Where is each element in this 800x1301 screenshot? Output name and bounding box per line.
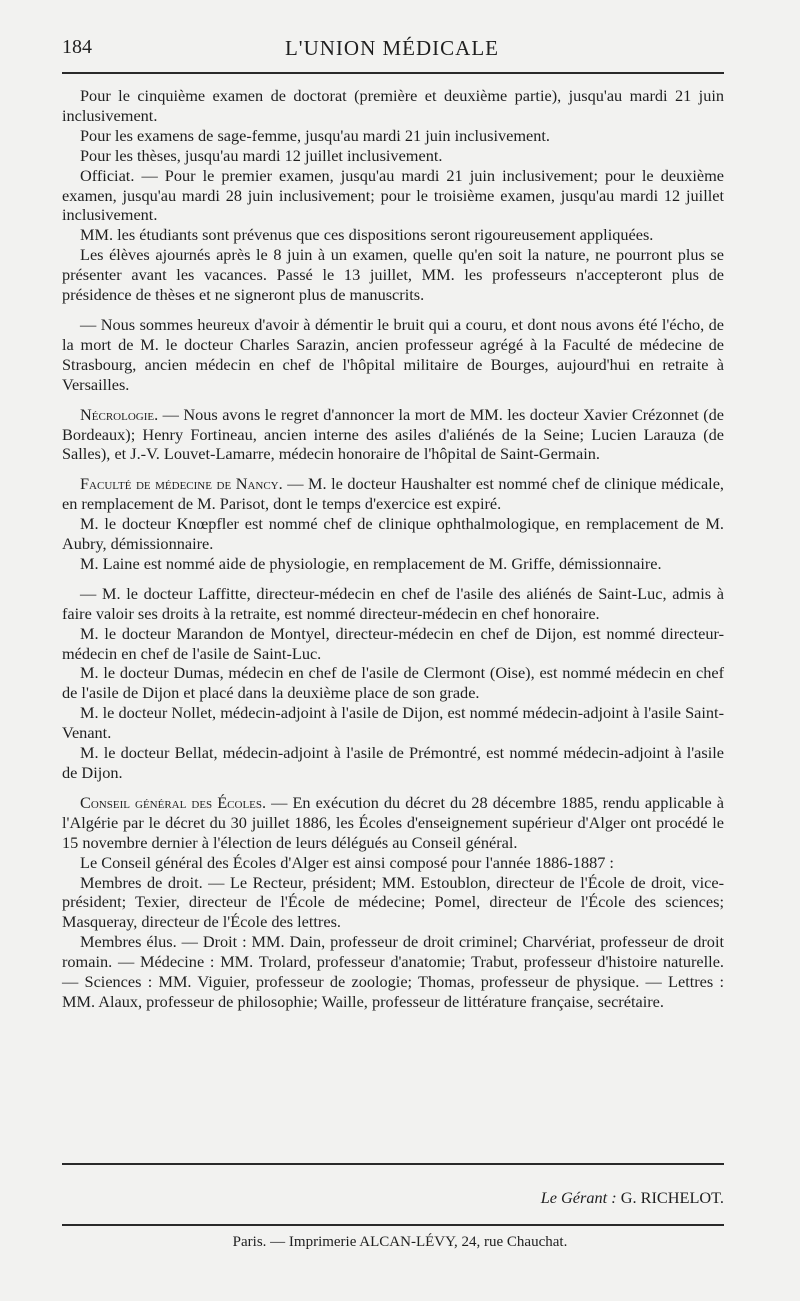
section-lead: Faculté de médecine de Nancy. (80, 474, 283, 494)
paragraph: Officiat. — Pour le premier examen, jusqu'au mardi 21 juin inclusivement; pour le deuxième examen, jusqu'au mardi 28 juin inclusivement; pour le troisième examen, jusqu'au mardi 12 juillet inclusivement. (62, 165, 724, 225)
paragraph: Pour les examens de sage-femme, jusqu'au mardi 21 juin inclusivement. (80, 125, 551, 145)
paragraph: M. le docteur Knœpfler est nommé chef de clinique ophthalmologique, en remplacement de M. Aubry, démissionnaire. (62, 514, 724, 554)
article-body (62, 86, 724, 1012)
paragraph: Les élèves ajournés après le 8 juin à un examen, quelle qu'en soit la nature, ne pourront plus se présenter avant les vacances. Passé le 13 juillet, MM. les professeurs n'accepteront plus de présidence de thèses et ne signeront plus de manuscrits. (62, 245, 724, 305)
necrologie-paragraph (62, 405, 724, 465)
signature-name: G. RICHELOT. (620, 1188, 724, 1207)
paragraph: Le Conseil général des Écoles d'Alger est ainsi composé pour l'année 1886-1887 : (80, 852, 614, 872)
paragraph-text: — Nous avons le regret d'annoncer la mort de MM. les docteur Xavier Crézonnet (de Bordeaux); Henry Fortineau, ancien interne des asiles d'aliénés de la Seine; Lucien Larauza (de Salles), et J.-V. Louvet-Lamarre, médecin honoraire de l'hôpital de Saint-Germain. (62, 404, 724, 464)
paragraph: M. le docteur Dumas, médecin en chef de l'asile de Clermont (Oise), est nommé médecin en chef de l'asile de Dijon et placé dans la deuxième place de son grade. (62, 663, 724, 703)
paragraph: M. le docteur Bellat, médecin-adjoint à l'asile de Prémontré, est nommé médecin-adjoint à l'asile de Dijon. (62, 743, 724, 782)
paragraph: Membres de droit. — Le Recteur, président; MM. Estoublon, directeur de l'École de droit, vice-président; Texier, directeur de l'École de médecine; Pomel, directeur de l'École des sciences; Masqueray, directeur de l'École des lettres. (62, 872, 724, 932)
paragraph: Membres élus. — Droit : MM. Dain, professeur de droit criminel; Charvériat, professeur de droit romain. — Médecine : MM. Trolard, professeur d'anatomie; Trabut, professeur d'histoire naturelle. — Sciences : MM. Viguier, professeur de zoologie; Thomas, professeur de physique. — Lettres : MM. Alaux, professeur de philosophie; Waille, professeur de littérature française, secrétaire. (62, 932, 724, 1011)
imprint-rule (62, 1224, 724, 1226)
header-rule (62, 72, 724, 74)
paragraph: M. le docteur Nollet, médecin-adjoint à l'asile de Dijon, est nommé médecin-adjoint à l'asile Saint-Venant. (62, 703, 724, 743)
paragraph: MM. les étudiants sont prévenus que ces dispositions seront rigoureusement appliquées. (80, 225, 654, 245)
section-lead: Conseil général des Écoles. (80, 792, 267, 812)
paragraph: — Nous sommes heureux d'avoir à démentir le bruit qui a couru, et dont nous avons été l'écho, de la mort de M. le docteur Charles Sarazin, ancien professeur agrégé à la Faculté de médecine de Strasbourg, ancien médecin en chef de l'hôpital militaire de Bourges, aujourd'hui en retraite à Versailles. (62, 314, 724, 394)
paragraph: Pour le cinquième examen de doctorat (première et deuxième partie), jusqu'au mardi 21 juin inclusivement. (62, 86, 724, 125)
paragraph: M. Laine est nommé aide de physiologie, en remplacement de M. Griffe, démissionnaire. (80, 553, 662, 573)
footer-rule (62, 1163, 724, 1165)
paragraph: — M. le docteur Laffitte, directeur-médecin en chef de l'asile des aliénés de Saint-Luc, admis à faire valoir ses droits à la retraite, est nommé directeur-médecin en chef honoraire. (62, 583, 724, 623)
paragraph: Pour les thèses, jusqu'au mardi 12 juillet inclusivement. (80, 145, 443, 165)
signature-label: Le Gérant : (540, 1188, 617, 1207)
running-title: L'UNION MÉDICALE (284, 36, 499, 60)
paragraph-text: — M. le docteur Haushalter est nommé chef de clinique médicale, en remplacement de M. Parisot, dont le temps d'exercice est expiré. (62, 474, 724, 514)
conseil-general-paragraph (62, 793, 724, 853)
section-lead: Nécrologie. (80, 404, 159, 424)
paragraph-text: — En exécution du décret du 28 décembre 1885, rendu applicable à l'Algérie par le décret du 30 juillet 1886, les Écoles d'enseignement supérieur d'Alger ont procédé le 15 novembre dernier à l'élection de leurs délégués au Conseil général. (62, 792, 724, 852)
signature (541, 1188, 724, 1208)
faculte-nancy-paragraph (62, 474, 724, 514)
page-number: 184 (62, 36, 92, 58)
paragraph: M. le docteur Marandon de Montyel, directeur-médecin en chef de Dijon, est nommé directeur-médecin en chef de l'asile de Saint-Luc. (62, 623, 724, 663)
printer-imprint: Paris. — Imprimerie ALCAN-LÉVY, 24, rue Chauchat. (232, 1234, 568, 1250)
page-header (62, 36, 722, 64)
